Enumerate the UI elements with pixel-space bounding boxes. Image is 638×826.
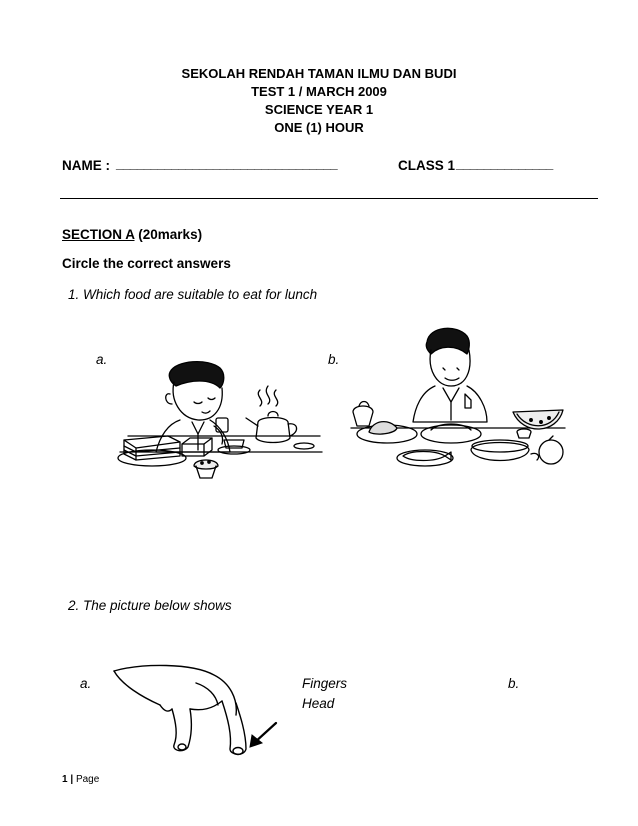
duration: ONE (1) HOUR — [274, 120, 364, 135]
page-footer — [62, 774, 99, 785]
boy-rice-meal-icon[interactable] — [345, 320, 570, 470]
question-2-option-b[interactable]: b. — [508, 676, 520, 691]
section-marks: (20marks) — [138, 227, 203, 242]
test-title: TEST 1 / MARCH 2009 — [251, 84, 387, 99]
divider-line — [60, 198, 598, 199]
page-number: 1 — [62, 774, 68, 785]
answer-fingers[interactable]: Fingers — [302, 676, 348, 691]
subject-title: SCIENCE YEAR 1 — [264, 102, 374, 117]
class-blank[interactable]: ______________ — [456, 156, 553, 171]
question-1-option-a[interactable]: a. — [96, 352, 108, 367]
boy-light-meal-icon[interactable] — [110, 360, 330, 485]
section-heading — [62, 227, 202, 242]
name-blank[interactable]: ________________________________ — [116, 156, 338, 171]
page-label: Page — [75, 774, 100, 785]
name-label: NAME : — [62, 158, 110, 173]
school-name: SEKOLAH RENDAH TAMAN ILMU DAN BUDI — [181, 66, 457, 81]
class-label: CLASS 1 — [398, 158, 456, 173]
instruction: Circle the correct answers — [62, 256, 231, 271]
question-1-option-b[interactable]: b. — [328, 352, 340, 367]
answer-head[interactable]: Head — [302, 696, 335, 711]
pointing-hand-icon[interactable] — [112, 665, 282, 765]
question-2-text: 2. The picture below shows — [68, 598, 232, 613]
question-1-text: 1. Which food are suitable to eat for lunch — [68, 287, 318, 302]
question-2-option-a[interactable]: a. — [80, 676, 92, 691]
section-title: SECTION A — [62, 227, 135, 242]
page-separator: | — [70, 774, 74, 785]
